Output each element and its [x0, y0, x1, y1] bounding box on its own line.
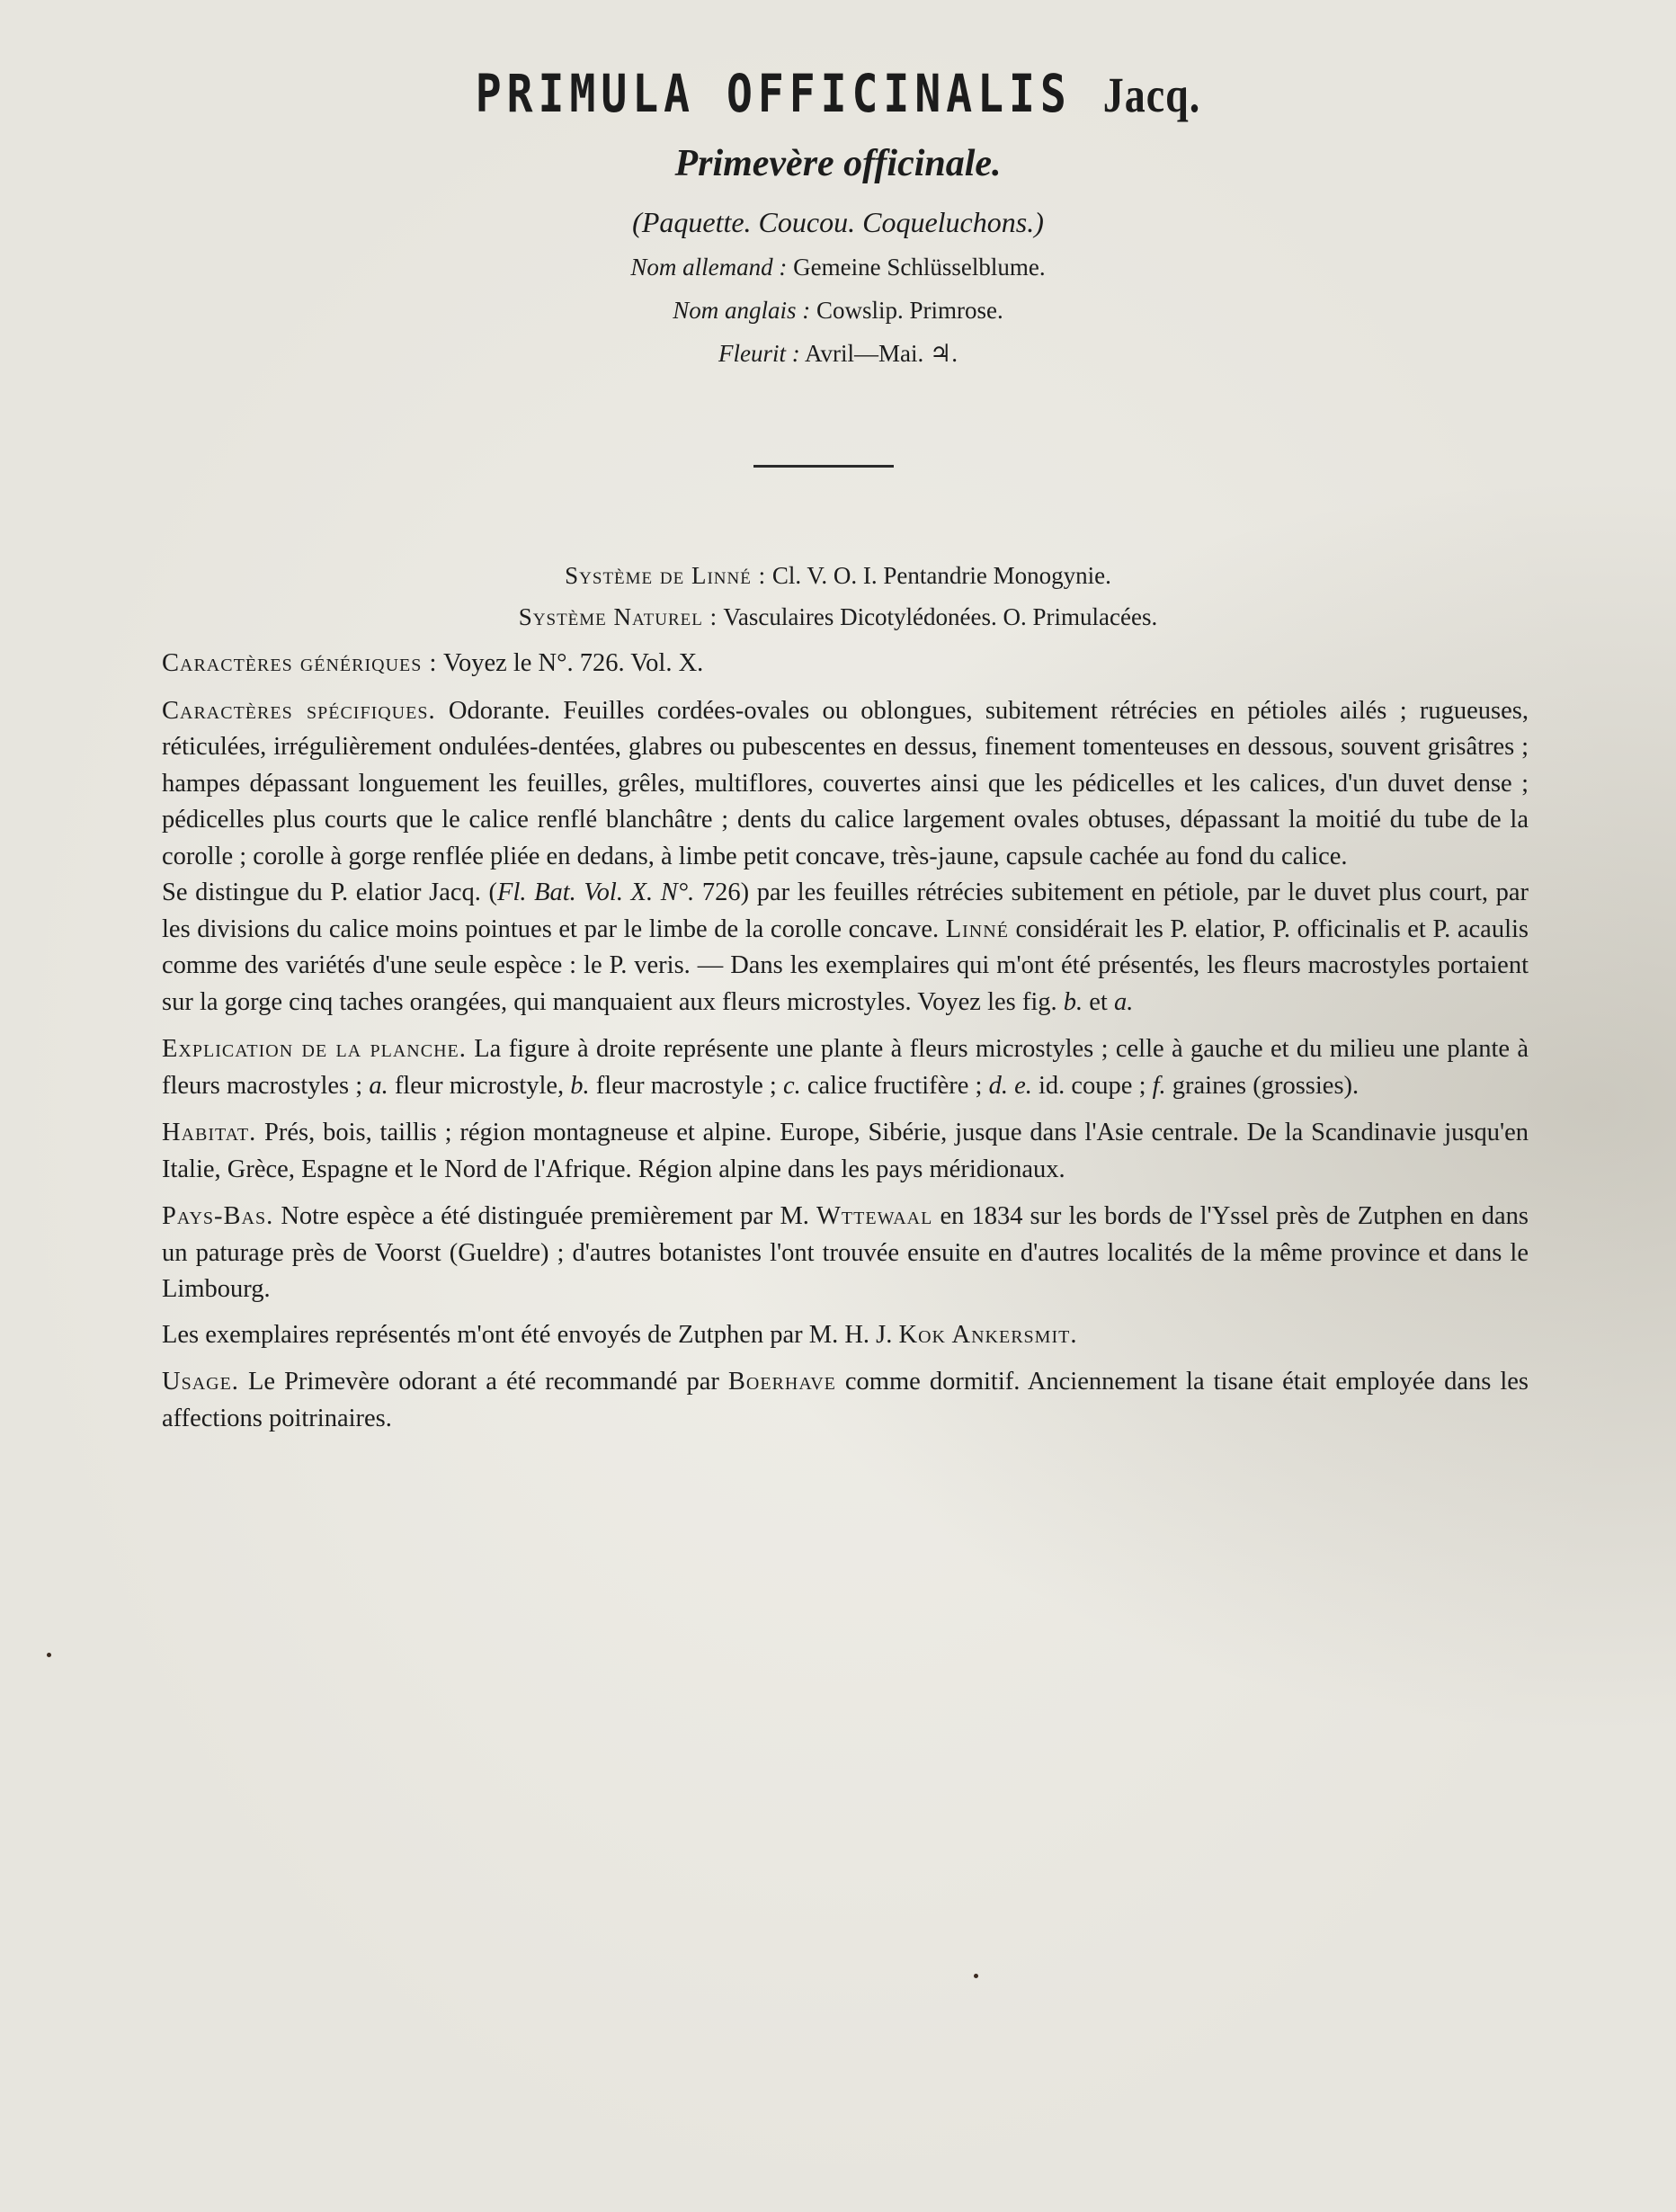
specimens-text: Les exemplaires représentés m'ont été envoyés de Zutphen par M. H. J. — [162, 1320, 899, 1349]
species-name: PRIMULA OFFICINALIS — [475, 64, 1072, 125]
figure-c-caption: calice fructifère ; — [800, 1071, 989, 1100]
usage-text-1: Le Primevère odorant a été recommandé par — [238, 1368, 728, 1396]
distinction-text-2: 726) par les feuilles rétrécies subitement en pétiole, par le duvet plus court, par les divisions du calice moins pointues et par le limbe de la corolle concave. — [162, 879, 1529, 943]
specific-characters-paragraph — [162, 693, 1529, 876]
species-author: Jacq. — [1102, 67, 1201, 123]
netherlands-label: Pays-Bas. — [162, 1202, 274, 1230]
habitat-text: Prés, bois, taillis ; région montagneuse et alpine. Europe, Sibérie, jusque dans l'Asie centrale. De la Scandinavie jusqu'en Italie, Grèce, Espagne et le Nord de l'Afrique. Région alpine dans les pays méridionaux. — [162, 1119, 1529, 1183]
plate-explanation-label: Explication de la planche. — [162, 1035, 467, 1063]
plate-explanation-text: La figure à droite représente une plante à fleurs microstyles ; celle à gauche et du milieu une plante à fleurs macrostyles ; — [162, 1035, 1529, 1100]
usage-paragraph — [162, 1364, 1529, 1437]
distinction-paragraph — [162, 875, 1529, 1021]
german-label: Nom allemand : — [630, 254, 788, 281]
specimens-paragraph — [162, 1317, 1529, 1354]
natural-system-value: Vasculaires Dicotylédonées. O. Primulacées. — [723, 603, 1158, 630]
paper-speck — [47, 1653, 51, 1657]
title-text — [476, 57, 1200, 133]
separator-rule — [753, 465, 894, 468]
kok-ankersmit-name: Kok Ankersmit. — [898, 1320, 1078, 1349]
generic-characters-value: Voyez le N°. 726. Vol. X. — [443, 649, 704, 677]
figure-a-ref: a. — [1113, 987, 1134, 1016]
flowering-line — [0, 332, 1676, 375]
figure-f-caption: graines (grossies). — [1165, 1071, 1360, 1100]
netherlands-paragraph — [162, 1199, 1529, 1308]
english-label: Nom anglais : — [673, 297, 811, 324]
usage-label: Usage. — [162, 1368, 239, 1396]
figure-b-label: b. — [570, 1071, 590, 1100]
header-block — [0, 63, 1676, 375]
figure-de-label: d. e. — [988, 1071, 1032, 1100]
specific-characters-label: Caractères spécifiques. — [162, 696, 436, 725]
generic-characters-paragraph — [162, 646, 1529, 682]
generic-characters-label: Caractères génériques : — [162, 649, 438, 677]
linne-system-value: Cl. V. O. I. Pentandrie Monogynie. — [771, 562, 1111, 589]
german-value: Gemeine Schlüsselblume. — [793, 254, 1046, 281]
netherlands-text-2: en 1834 sur les bords de l'Yssel près de Zutphen en dans un paturage près de Voorst (Gueldre) ; d'autres botanistes l'ont trouvée ensuite en d'autres localités de la même province et dans le Limbourg. — [162, 1202, 1529, 1303]
specific-characters-text: Odorante. Feuilles cordées-ovales ou oblongues, subitement rétrécies en pétioles ailés ; rugueuses, réticulées, irrégulièrement ondulées-dentées, glabres ou pubescentes en dessus, finement tomenteuses en dessous, souvent grisâtres ; hampes dépassant longuement les feuilles, grêles, multiflores, couvertes ainsi que les pédicelles et les calices, d'un duvet dense ; pédicelles plus courts que le calice renflé blanchâtre ; dents du calice largement ovales obtuses, dépassant la moitié du tube de la corolle ; corolle à gorge renflée pliée en dedans, à limbe petit concave, très-jaune, capsule cachée au fond du calice. — [162, 696, 1529, 870]
distinction-text-3: considérait les P. elatior, P. officinalis et P. acaulis comme des variétés d'une seule espèce : le P. veris. — Dans les exemplaires qui m'ont été présentés, les fleurs macrostyles portaient sur la gorge cinq taches orangées, qui manquaient aux fleurs microstyles. Voyez les fig. — [162, 914, 1529, 1016]
linne-system-label: Système de Linné : — [565, 562, 767, 589]
figure-a-label: a. — [369, 1071, 388, 1100]
wttewaal-name: Wttewaal — [816, 1202, 933, 1230]
english-value: Cowslip. Primrose. — [816, 297, 1003, 324]
linne-system-line — [0, 556, 1676, 595]
usage-text-2: comme dormitif. Anciennement la tisane était employée dans les affections poitrinaires. — [162, 1368, 1529, 1432]
flora-reference: Fl. Bat. Vol. X. N°. — [497, 879, 695, 906]
distinction-text-1: Se distingue du P. elatior Jacq. ( — [162, 879, 498, 906]
figure-f-label: f. — [1152, 1071, 1166, 1100]
natural-system-label: Système Naturel : — [518, 603, 718, 630]
figure-a-caption: fleur microstyle, — [388, 1071, 571, 1100]
figure-b-caption: fleur macrostyle ; — [589, 1071, 783, 1100]
description-body — [162, 646, 1529, 1448]
figure-b-ref: b. — [1063, 987, 1083, 1016]
page-title — [0, 63, 1676, 127]
paper-speck — [974, 1974, 978, 1978]
habitat-label: Habitat. — [162, 1119, 257, 1146]
plate-explanation-paragraph — [162, 1031, 1529, 1104]
german-name-line — [0, 245, 1676, 289]
figure-de-caption: id. coupe ; — [1031, 1071, 1153, 1100]
natural-system-line — [0, 597, 1676, 637]
distinction-conjunction: et — [1083, 987, 1114, 1016]
english-name-line — [0, 289, 1676, 332]
flowering-value: Avril—Mai. ♃. — [805, 340, 958, 367]
flowering-label: Fleurit : — [718, 340, 800, 367]
vernacular-names: (Paquette. Coucou. Coqueluchons.) — [632, 206, 1044, 238]
habitat-paragraph — [162, 1115, 1529, 1188]
french-name: Primevère officinale. — [674, 143, 1002, 184]
linne-name: Linné — [945, 914, 1009, 943]
netherlands-text-1: Notre espèce a été distinguée premièrement par M. — [273, 1202, 817, 1230]
figure-c-label: c. — [782, 1071, 801, 1100]
boerhave-name: Boerhave — [727, 1368, 836, 1396]
